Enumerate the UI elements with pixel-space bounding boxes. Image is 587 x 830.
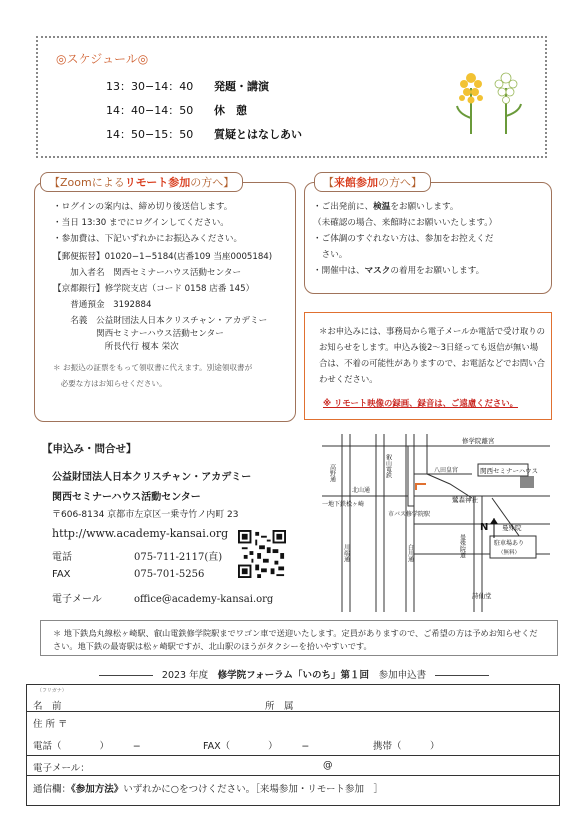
recording-warning: ※ リモート映像の録画、録音は、ご遠慮ください。 xyxy=(323,398,518,408)
phone-field[interactable]: 電話（ ） − xyxy=(33,741,141,752)
map-label-shisendo: 詩仙堂 xyxy=(472,592,492,600)
north-arrow-icon xyxy=(480,518,498,538)
fax-field[interactable]: FAX（ ） − xyxy=(203,741,310,752)
visit-line: ・開催中は、マスクの着用をお願いします。 xyxy=(313,266,485,276)
remote-line: ・当日 13:30 までにログインしてください。 xyxy=(53,218,229,228)
email-link[interactable]: office@academy-kansai.org xyxy=(134,594,274,605)
map-label-shirakawa: 白川通 xyxy=(406,544,414,562)
remote-line: ・参加費は、下記いずれかにお振込みください。 xyxy=(53,234,243,244)
map-label-kawabata: 川端通 xyxy=(342,544,350,562)
map-label-manshuin-road: 曼殊院道 xyxy=(458,534,466,558)
remote-line: 関西セミナーハウス活動センター xyxy=(53,329,224,339)
remote-panel-tab: 【Zoomによるリモート参加の方へ】 xyxy=(40,172,243,192)
remote-line: 加入者名 関西セミナーハウス活動センター xyxy=(53,268,242,278)
notice-text: ＊お申込みには、事務局から電子メールか電話で受け取りのお知らせをします。申込み後2〜3日経っても返信が無い場合は、不着の可能性がありますので、お電話などでお問い合わせください。 xyxy=(319,326,545,384)
application-notice xyxy=(304,312,552,420)
schedule-row: 13：30−14：40 発題・講演 xyxy=(106,80,269,93)
map-label-seminar-house: 関西セミナーハウス xyxy=(480,467,538,475)
comment-field[interactable]: 通信欄：《参加方法》いずれかに○をつけください。［来場参加・リモート参加 ］ xyxy=(33,784,383,795)
visit-line: （未確認の場合、来館時にお願いいたします。） xyxy=(313,218,498,228)
map-label-sagishimo: 鷺森神社 xyxy=(452,496,478,504)
address-label: 住 所 〒 xyxy=(33,719,68,730)
phone-row: 電話 075-711-2117(直) xyxy=(52,552,223,563)
route-arrow-icon xyxy=(416,484,426,490)
receipt-note: ＊ お振込の証票をもって領収書に代えます。別途領収書が xyxy=(53,363,253,372)
map-label-eizan: 叡山電鉄 xyxy=(384,454,392,478)
form-title: 2023 年度 修学院フォーラム「いのち」第１回 参加申込書 xyxy=(24,667,564,681)
schedule-row: 14：50−15：50 質疑とはなしあい xyxy=(106,128,302,141)
visit-participation-panel xyxy=(304,182,552,294)
bank-info: 【京都銀行】修学院支店（コード 0158 店番 145） xyxy=(53,284,255,294)
name-label: 名 前 xyxy=(33,701,62,712)
map-label-subway: 一地下鉄松ヶ崎 xyxy=(322,501,365,508)
email-row: 電子メール office@academy-kansai.org xyxy=(52,594,274,605)
schedule-box xyxy=(36,36,547,158)
receipt-note: 必要な方はお知らせください。 xyxy=(53,379,167,388)
affiliation-label: 所 属 xyxy=(265,701,294,712)
svg-text:N: N xyxy=(480,522,489,533)
application-form xyxy=(26,684,560,806)
qr-code[interactable] xyxy=(238,530,286,578)
visit-line: ・ご体調のすぐれない方は、参加をお控えくだ xyxy=(313,234,494,244)
schedule-title: ◎スケジュール◎ xyxy=(56,52,149,66)
map-label-shugakuin-rikyu: 修学院離宮 xyxy=(462,437,495,445)
website-link[interactable]: http://www.academy-kansai.org xyxy=(52,527,229,540)
email-field[interactable]: 電子メール： xyxy=(33,763,90,774)
postal-transfer: 【郵便振替】01020−1−5184(店番109 当座0005184) xyxy=(53,252,273,262)
furigana-label: （フリガナ） xyxy=(37,688,67,694)
access-map xyxy=(322,434,550,612)
map-label-parking-sub: （無料） xyxy=(498,550,521,556)
remote-participation-panel xyxy=(34,182,296,422)
postal-address: 〒606-8134 京都市左京区一乗寺竹ノ内町 23 xyxy=(52,510,239,520)
remote-line: ・ログインの案内は、締め切り後送信します。 xyxy=(53,202,233,212)
contact-heading: 【申込み・問合せ】 xyxy=(42,443,137,455)
center-name: 関西セミナーハウス活動センター xyxy=(52,492,201,503)
visit-line: さい。 xyxy=(313,250,348,260)
org-name: 公益財団法人日本クリスチャン・アカデミー xyxy=(52,472,252,483)
mobile-field[interactable]: 携帯（ ） xyxy=(373,741,440,752)
remote-line: 所長代行 榎本 栄次 xyxy=(53,342,179,352)
schedule-row: 14：40−14：50 休 憩 xyxy=(106,104,247,117)
remote-line: 普通預金 3192884 xyxy=(53,300,152,310)
rapeseed-flower-illustration xyxy=(451,68,531,136)
fax-row: FAX 075-701-5256 xyxy=(52,569,205,580)
visit-line: ・ご出発前に、検温をお願いします。 xyxy=(313,202,459,212)
map-label-parking: 駐車場あり xyxy=(494,540,525,547)
visit-panel-tab: 【来館参加の方へ】 xyxy=(314,172,431,192)
transport-note: ＊ 地下鉄烏丸線松ヶ崎駅、叡山電鉄修学院駅までワゴン車で送迎いたします。定員がありますので、ご希望の方は予めお知らせください。地下鉄の最寄駅は松ヶ崎駅ですが、北山駅のほうがタクシーを拾いやすいです。 xyxy=(40,620,558,656)
map-label-takano: 高野通 xyxy=(328,464,336,482)
remote-line: 名義 公益財団法人日本クリスチャン・アカデミー xyxy=(53,316,268,326)
map-label-manshuin: 曼殊院 xyxy=(502,524,522,532)
map-label-bus: 市バス修学院駅 xyxy=(388,511,431,518)
map-label-hachiman: 八田皇宮 xyxy=(434,467,459,474)
map-label-kitayama: 北山通 xyxy=(352,487,371,494)
at-sign: @ xyxy=(323,760,333,771)
